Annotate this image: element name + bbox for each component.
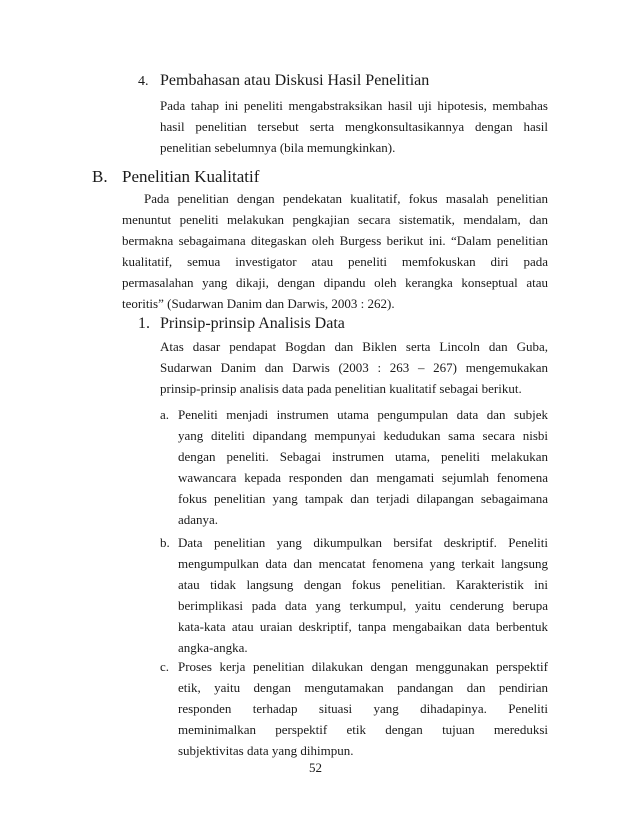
section-b-letter: B. xyxy=(92,167,108,186)
list-item-line: Data penelitian yang dikumpulkan bersifat deskriptif. Peneliti xyxy=(178,535,548,550)
list-item-c xyxy=(178,656,548,761)
list-item-line: responden terhadap situasi yang dihadapinya. Peneliti xyxy=(178,701,548,716)
section-4-number: 4. xyxy=(138,74,149,89)
list-item-line: fokus penelitian yang tampak dan terjadi dilapangan sebagaimana xyxy=(178,491,548,506)
list-item-line: kata-kata atau uraian deskriptif, tanpa mengabaikan data berbentuk xyxy=(178,619,548,634)
list-item-a-marker: a. xyxy=(160,407,170,422)
section-4-paragraph xyxy=(160,95,548,158)
list-item-line: mengumpulkan data dan mencatat fenomena yang terkait langsung xyxy=(178,556,548,571)
list-item-line: atau tidak langsung dengan fokus penelitian. Karakteristik ini xyxy=(178,577,548,592)
list-item-b-marker: b. xyxy=(160,535,170,550)
paragraph-line: teoritis” (Sudarwan Danim dan Darwis, 2003 : 262). xyxy=(122,296,395,311)
list-item-line: Proses kerja penelitian dilakukan dengan menggunakan perspektif xyxy=(178,659,548,674)
paragraph-line: menuntut peneliti melakukan pengkajian secara sistematik, mendalam, dan xyxy=(122,212,548,227)
list-item-line: etik, yaitu dengan mengutamakan pandangan dan pendirian xyxy=(178,680,548,695)
subsection-1-heading: Prinsip-prinsip Analisis Data xyxy=(160,315,345,332)
paragraph-line: prinsip-prinsip analisis data pada penelitian kualitatif sebagai berikut. xyxy=(160,381,522,396)
list-item-c-marker: c. xyxy=(160,659,170,674)
list-item-line: subjektivitas data yang dihimpun. xyxy=(178,743,354,758)
list-item-line: dengan peneliti. Sebagai instrumen utama, peneliti melakukan xyxy=(178,449,548,464)
paragraph-line: penelitian sebelumnya (bila memungkinkan). xyxy=(160,140,396,155)
paragraph-line: Pada penelitian dengan pendekatan kualitatif, fokus masalah penelitian xyxy=(144,191,548,206)
paragraph-line: hasil penelitian tersebut serta mengkonsultasikannya dengan hasil xyxy=(160,119,548,134)
section-b-paragraph xyxy=(122,188,548,314)
subsection-1-paragraph xyxy=(160,336,548,399)
list-item-line: meminimalkan perspektif etik dengan tujuan mereduksi xyxy=(178,722,548,737)
paragraph-line: kualitatif, semua investigator atau peneliti memfokuskan diri pada xyxy=(122,254,548,269)
subsection-1-number: 1. xyxy=(138,315,150,332)
list-item-a xyxy=(178,404,548,530)
list-item-line: yang diteliti dipandang mempunyai kedudukan sama secara nisbi xyxy=(178,428,548,443)
paragraph-line: bermakna sebagaimana ditegaskan oleh Burgess berikut ini. “Dalam penelitian xyxy=(122,233,548,248)
list-item-line: Peneliti menjadi instrumen utama pengumpulan data dan subjek xyxy=(178,407,548,422)
list-item-line: berimplikasi pada data yang terkumpul, yaitu cenderung berupa xyxy=(178,598,548,613)
paragraph-line: Sudarwan Danim dan Darwis (2003 : 263 – 267) mengemukakan xyxy=(160,360,548,375)
list-item-line: adanya. xyxy=(178,512,219,527)
list-item-line: angka-angka. xyxy=(178,640,248,655)
paragraph-line: Pada tahap ini peneliti mengabstraksikan hasil uji hipotesis, membahas xyxy=(160,98,548,113)
list-item-b xyxy=(178,532,548,658)
section-b-heading: Penelitian Kualitatif xyxy=(122,167,260,186)
list-item-line: wawancara kepada responden dan mengamati sejumlah fenomena xyxy=(178,470,548,485)
section-4-heading: Pembahasan atau Diskusi Hasil Penelitian xyxy=(160,72,430,89)
paragraph-line: permasalahan yang dikaji, dengan dipandu oleh kerangka konseptual atau xyxy=(122,275,548,290)
paragraph-line: Atas dasar pendapat Bogdan dan Biklen serta Lincoln dan Guba, xyxy=(160,339,548,354)
page-number: 52 xyxy=(309,760,322,775)
